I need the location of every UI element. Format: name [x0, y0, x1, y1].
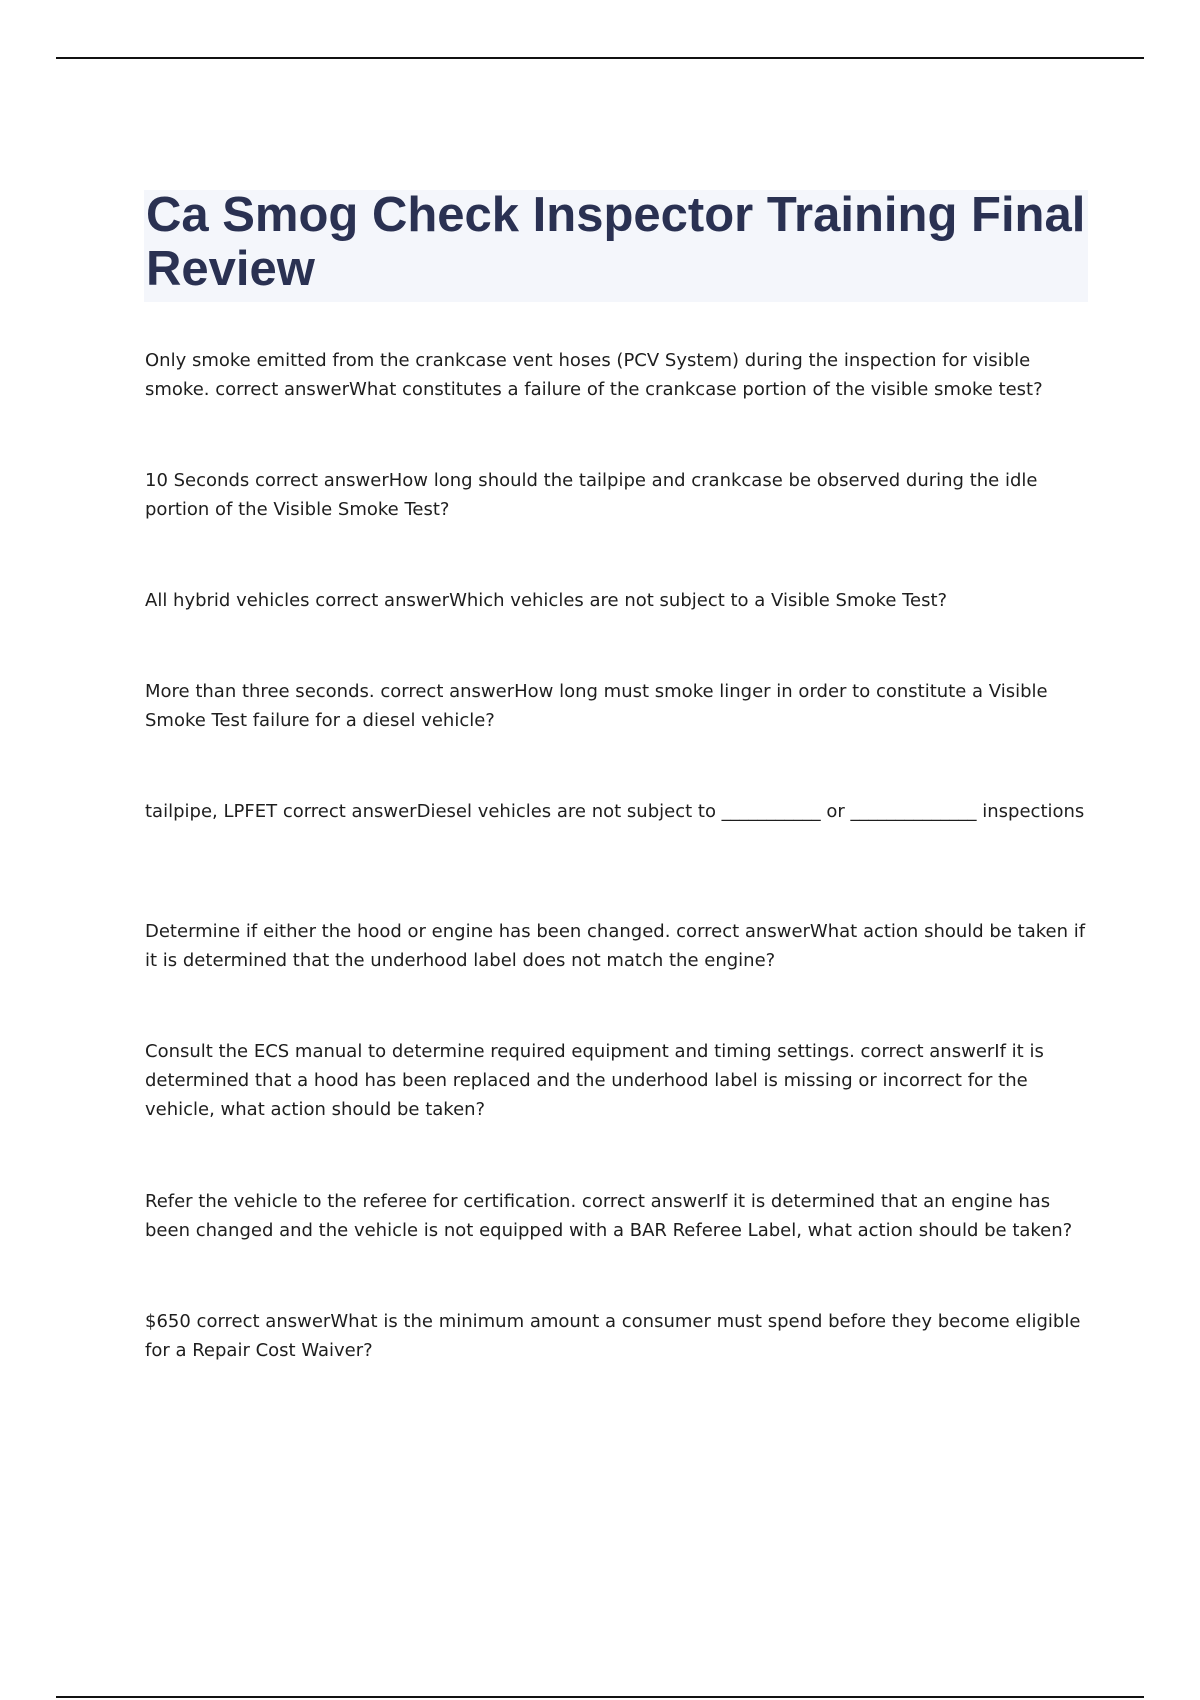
qa-item	[145, 797, 1095, 826]
qa-answer: Only smoke emitted from the crankcase vent hoses (PCV System) during the inspection for visible smoke.	[145, 350, 1031, 400]
qa-separator: correct answer	[215, 379, 350, 400]
qa-answer: Consult the ECS manual to determine required equipment and timing settings.	[145, 1041, 855, 1062]
qa-separator: correct answer	[676, 921, 810, 942]
qa-question: How long must smoke linger in order to constitute a Visible Smoke Test failure for a diesel vehicle?	[145, 681, 1048, 731]
qa-question: If it is determined that an engine has been changed and the vehicle is not equipped with a BAR Referee Label, what action should be taken?	[145, 1191, 1073, 1241]
qa-item	[145, 586, 1095, 615]
qa-answer: $650	[145, 1311, 191, 1332]
qa-separator: correct answer	[860, 1041, 995, 1062]
document-title: Ca Smog Check Inspector Training Final Review	[146, 188, 1086, 296]
qa-question: Diesel vehicles are not subject to ___________ or ______________ inspections	[416, 801, 1085, 822]
qa-answer: All hybrid vehicles	[145, 590, 310, 611]
qa-item	[145, 917, 1095, 975]
qa-separator: correct answer	[315, 590, 450, 611]
qa-item	[145, 677, 1095, 735]
qa-separator: correct answer	[196, 1311, 331, 1332]
qa-answer: Refer the vehicle to the referee for certification.	[145, 1191, 577, 1212]
qa-separator: correct answer	[282, 801, 417, 822]
qa-answer: 10 Seconds	[145, 470, 250, 491]
qa-item	[145, 1187, 1095, 1245]
qa-answer: tailpipe, LPFET	[145, 801, 278, 822]
qa-question: Which vehicles are not subject to a Visible Smoke Test?	[449, 590, 948, 611]
qa-separator: correct answer	[380, 681, 515, 702]
qa-question: What is the minimum amount a consumer must spend before they become eligible for a Repair Cost Waiver?	[145, 1311, 1081, 1361]
qa-answer: Determine if either the hood or engine has been changed.	[145, 921, 671, 942]
qa-question: How long should the tailpipe and crankcase be observed during the idle portion of the Visible Smoke Test?	[145, 470, 1038, 520]
qa-question: What action should be taken if it is determined that the underhood label does not match the engine?	[145, 921, 1086, 971]
qa-answer: More than three seconds.	[145, 681, 375, 702]
qa-separator: correct answer	[254, 470, 389, 491]
top-rule	[56, 57, 1144, 59]
qa-item	[145, 466, 1095, 524]
bottom-rule	[56, 1696, 1144, 1698]
qa-item	[145, 346, 1095, 404]
qa-question: What constitutes a failure of the crankcase portion of the visible smoke test?	[349, 379, 1043, 400]
qa-separator: correct answer	[581, 1191, 716, 1212]
qa-item	[145, 1307, 1095, 1365]
qa-item	[145, 1037, 1095, 1124]
qa-question: If it is determined that a hood has been replaced and the underhood label is missing or incorrect for the vehicle, what action should be taken?	[145, 1041, 1044, 1120]
